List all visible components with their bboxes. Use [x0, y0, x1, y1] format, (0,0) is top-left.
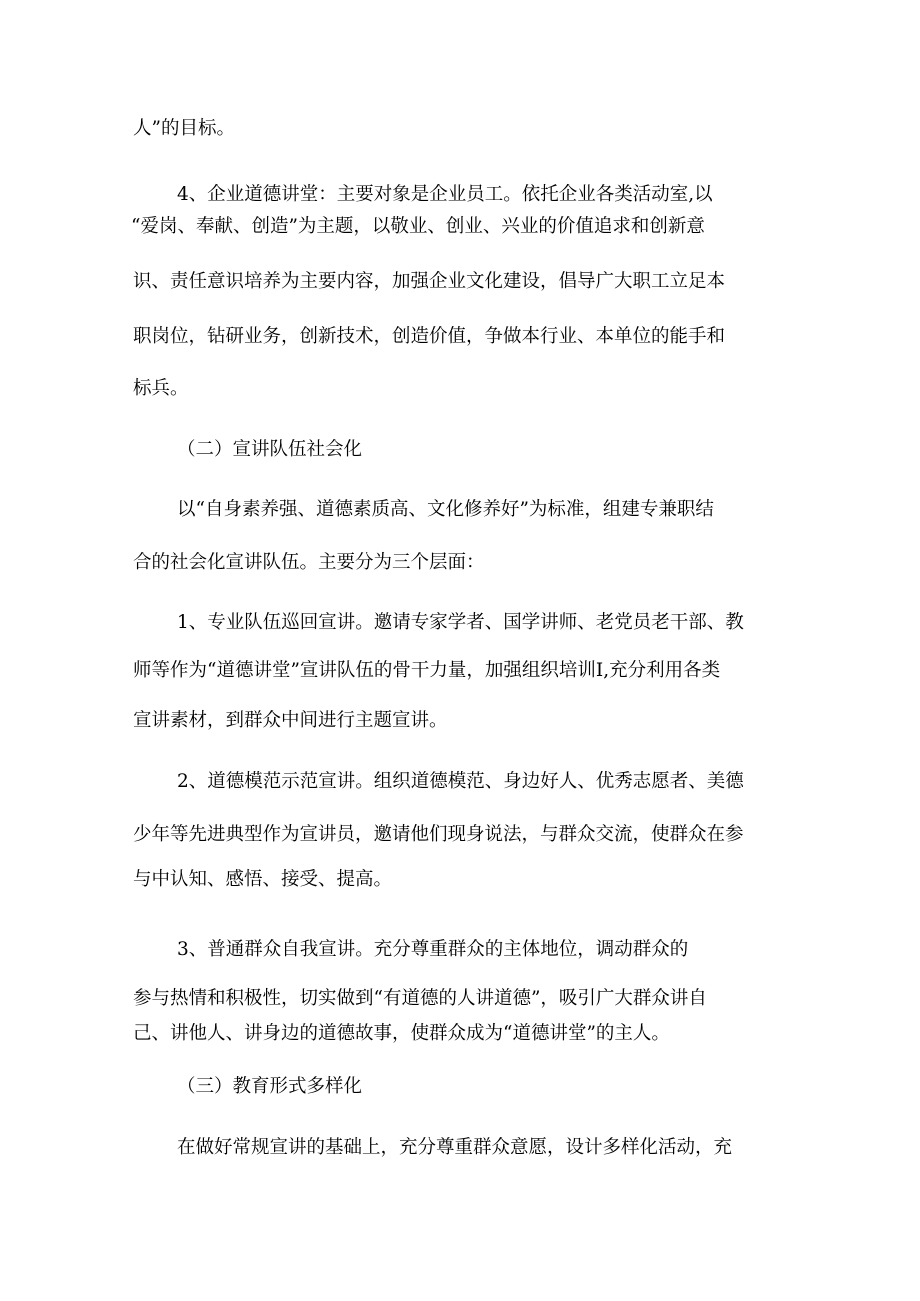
text-line [0, 820, 920, 850]
line-text: 宣讲素材，到群众中间进行主题宣讲。 [133, 710, 448, 731]
line-text: （三）教育形式多样化 [177, 1076, 363, 1097]
text-line [0, 495, 920, 525]
text-line [0, 267, 920, 297]
text-line [0, 935, 920, 965]
text-line [0, 374, 920, 404]
line-text: 少年等先进典型作为宣讲员，邀请他们现身说法，与群众交流，使群众在参 [133, 824, 744, 845]
line-text: 职岗位，钻研业务，创新技术，创造价值，争做本行业、本单位的能手和 [133, 326, 726, 347]
text-line [0, 1133, 920, 1163]
text-line [0, 114, 920, 144]
section-heading [0, 1072, 920, 1102]
line-text: 师等作为“道德讲堂”宣讲队伍的骨干力量，加强组织培训I,充分利用各类 [133, 660, 721, 681]
text-line [0, 608, 920, 638]
line-text: 在做好常规宣讲的基础上，充分尊重群众意愿，设计多样化活动，充 [177, 1137, 733, 1158]
text-line [0, 180, 920, 210]
text-line [0, 212, 920, 242]
text-line [0, 1019, 920, 1049]
line-text: 己、讲他人、讲身边的道德故事，使群众成为“道德讲堂”的主人。 [133, 1023, 670, 1044]
line-text: 参与热情和积极性，切实做到“有道德的人讲道德”，吸引广大群众讲自 [133, 988, 707, 1009]
line-text: 与中认知、感悟、接受、提高。 [133, 869, 393, 890]
line-text: 识、责任意识培养为主要内容，加强企业文化建设，倡导广大职工立足本 [133, 271, 726, 292]
text-line [0, 322, 920, 352]
line-text: 2、道德模范示范宣讲。组织道德模范、身边好人、优秀志愿者、美德 [177, 771, 744, 792]
line-text: 3、普通群众自我宣讲。充分尊重群众的主体地位，调动群众的 [177, 939, 689, 960]
line-text: 合的社会化宣讲队伍。主要分为三个层面： [133, 552, 485, 573]
text-line [0, 767, 920, 797]
text-line [0, 706, 920, 736]
text-line [0, 865, 920, 895]
line-text: 4、企业道德讲堂：主要对象是企业员工。依托企业各类活动室,以 [177, 184, 713, 205]
line-text: “爱岗、奉献、创造”为主题，以敬业、创业、兴业的价值追求和创新意 [131, 216, 705, 237]
line-text: 标兵。 [133, 378, 189, 399]
text-line [0, 656, 920, 686]
line-text: （二）宣讲队伍社会化 [177, 439, 363, 460]
line-text: 1、专业队伍巡回宣讲。邀请专家学者、国学讲师、老党员老干部、教 [177, 612, 744, 633]
line-text: 以“自身素养强、道德素质高、文化修养好”为标准，组建专兼职结 [177, 499, 714, 520]
text-line [0, 984, 920, 1014]
line-text: 人”的目标。 [133, 118, 235, 139]
section-heading [0, 435, 920, 465]
text-line [0, 548, 920, 578]
